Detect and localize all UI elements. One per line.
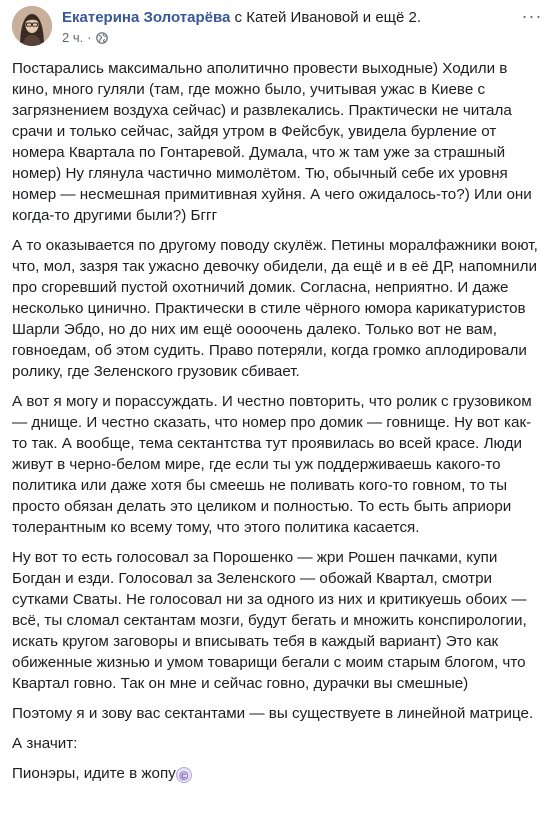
post-paragraph: А то оказывается по другому поводу скулёж. Петины моралфажники воют, что, мол, зазря так ужасно девочку обидели, да ещё и в её ДР, напомнили про сгоревший пустой охотничий домик. Согласна, неприятно. И даже несколько цинично. Практически в стиле чёрного юмора карикатуристов Шарли Эбдо, но до них им ещё оооочень далеко. Только вот не вам, говноедам, об этом судить. Право потеряли, когда громко аплодировали ролику, где Зеленского грузовик сбивает.: [12, 237, 538, 380]
post-paragraph: Постарались максимально аполитично провести выходные) Ходили в кино, много гуляли (там, где можно было, учитывая ужас в Киеве с загрязнением воздуха сейчас) и развлекались. Практически не читала срачи и только сейчас, зайдя утром в Фейсбук, увидела бурление от номера Квартала по Гонтаревой. Думала, что ж там уже за страшный номер) Ну глянула частично мимолётом. Тю, обычный себе их уровня номер — несмешная примитивная хуйня. А чего ожидалось-то?) Или они когда-то другими были?) Бггг: [12, 60, 532, 224]
post-timestamp[interactable]: 2 ч.: [62, 30, 84, 45]
copyright-emoji-icon: ©: [176, 767, 192, 783]
post-paragraph: А вот я могу и порассуждать. И честно повторить, что ролик с грузовиком — днище. И честно сказать, что номер про домик — говнище. Ну вот как-то так. А вообще, тема сектантства тут проявилась во всей красе. Люди живут в черно-белом мире, где если ты уж поддерживаешь какого-то политика или даже хотя бы смеешь не поливать кого-то говном, то ты просто обязан делать это целиком и полностью. То есть быть априори толерантным ко всему тому, что этого политика касается.: [12, 393, 532, 536]
post-meta: 2 ч. ·: [62, 30, 108, 45]
tagged-with-text[interactable]: с Катей Ивановой и ещё 2.: [230, 9, 422, 26]
author-line: [62, 9, 421, 26]
post-paragraph: Поэтому я и зову вас сектантами — вы существуете в линейной матрице.: [12, 705, 534, 722]
post-paragraph: Ну вот то есть голосовал за Порошенко — жри Рошен пачками, купи Богдан и езди. Голосовал за Зеленского — обожай Квартал, смотри сутками Сваты. Не голосовал ни за одного из них и критикуешь обоих — всё, ты сломал сектантам мозги, будут бегать и множить конспирологии, искать кругом заговоры и вписывать тебя в каждый вариант) Это как обиженные жизнью и умом товарищи бегали с моим старым блогом, что Квартал говно. Так он мне и сейчас говно, дурачки вы смешные): [12, 549, 527, 692]
post-last-line: Пионэры, идите в жопу: [12, 765, 176, 782]
post-paragraph: А значит:: [12, 735, 78, 752]
post-body: [12, 58, 542, 793]
post-last-paragraph: [12, 763, 542, 784]
globe-icon[interactable]: [96, 32, 108, 44]
author-avatar[interactable]: [12, 6, 52, 46]
post-header: [12, 6, 544, 50]
author-name-link[interactable]: Екатерина Золотарёва: [62, 9, 231, 26]
more-options-icon[interactable]: ···: [521, 6, 543, 26]
